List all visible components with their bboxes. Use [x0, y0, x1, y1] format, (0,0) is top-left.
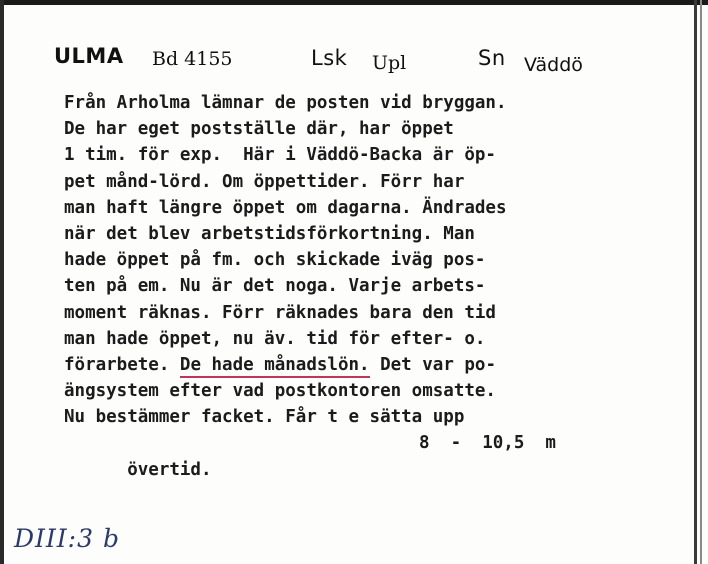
text-segment: förarbete.: [64, 354, 180, 375]
archive-label: ULMA: [54, 44, 124, 68]
card-body-text: [64, 90, 684, 480]
underlined-phrase: De hade månadslön.: [180, 355, 370, 378]
lsk-value: Upl: [372, 52, 407, 74]
card-left-edge: [0, 0, 4, 564]
lsk-label: Lsk: [311, 46, 348, 70]
card-header: [54, 42, 674, 82]
text-line: moment räknas. Förr räknades bara den tid: [64, 302, 496, 323]
text-line: pet månd-lörd. Om öppettider. Förr har: [64, 171, 465, 192]
text-segment: Det var po-: [369, 354, 496, 375]
card-top-edge: [0, 0, 708, 5]
text-line: man haft längre öppet om dagarna. Ändrades: [64, 197, 507, 218]
sn-value: Väddö: [524, 54, 583, 76]
text-line: ängsystem efter vad postkontoren omsatte.: [64, 381, 496, 402]
card-right-edge: [694, 0, 697, 564]
text-line: man hade öppet, nu äv. tid för efter- o.: [64, 328, 486, 349]
card-right-edge-shadow: [700, 0, 702, 564]
text-line: hade öppet på fm. och skickade iväg pos-: [64, 250, 486, 271]
sn-label: Sn: [478, 46, 506, 70]
archive-value: Bd 4155: [152, 48, 233, 70]
text-line: Nu bestämmer facket. Får t e sätta upp: [64, 407, 465, 428]
text-line: De har eget postställe där, har öppet: [64, 119, 454, 140]
text-line: när det blev arbetstidsförkortning. Man: [64, 223, 475, 244]
text-line: 1 tim. för exp. Här i Väddö-Backa är öp-: [64, 145, 496, 166]
text-line: ten på em. Nu är det noga. Varje arbets-: [64, 276, 486, 297]
reference-value: 8 - 10,5 m: [419, 433, 556, 454]
text-line-last: [64, 430, 684, 480]
text-line: Från Arholma lämnar de posten vid bryggan.: [64, 93, 507, 113]
handwritten-shelfmark: DIII:3 b: [14, 524, 120, 553]
text-segment: övertid.: [127, 459, 212, 480]
text-line-underlined: [64, 352, 684, 378]
